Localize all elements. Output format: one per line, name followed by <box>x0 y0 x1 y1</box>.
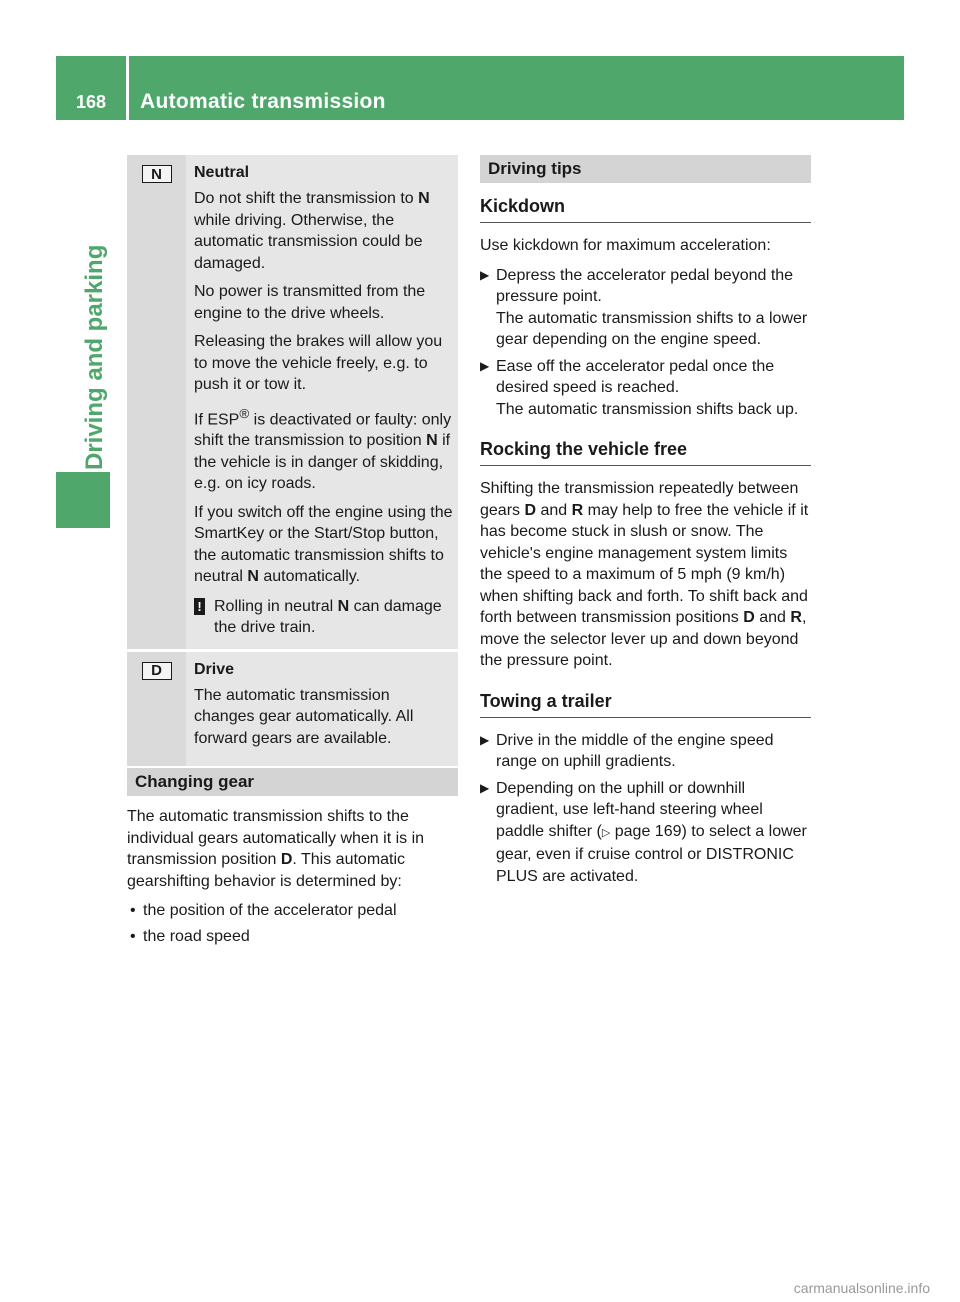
driving-tips-heading: Driving tips <box>480 155 811 183</box>
bullet-icon: • <box>130 927 136 945</box>
instruction-step: ▶ Depending on the uphill or downhill gradient, use left-hand steering wheel paddle shifter (▷ page 169) to select a lower gear, even if cruise control or DISTRONIC PLUS are activated. <box>480 778 811 888</box>
step-arrow-icon: ▶ <box>480 267 490 282</box>
list-item: • the position of the accelerator pedal <box>127 900 458 922</box>
instruction-step: ▶ Ease off the accelerator pedal once the desired speed is reached. The automatic transmission shifts back up. <box>480 356 811 421</box>
step-arrow-icon: ▶ <box>480 780 490 795</box>
section-title: Automatic transmission <box>140 90 386 113</box>
warning-icon: ! <box>194 598 205 615</box>
step-arrow-icon: ▶ <box>480 732 490 747</box>
drive-gear-icon: D <box>142 662 172 680</box>
changing-gear-paragraph: The automatic transmission shifts to the individual gears automatically when it is in transmission position D. This automatic gearshifting behavior is determined by: <box>127 808 425 890</box>
list-item: • the road speed <box>127 926 458 948</box>
driving-tips-section <box>480 155 811 892</box>
neutral-paragraph: No power is transmitted from the engine to the drive wheels. <box>194 283 426 322</box>
drive-title: Drive <box>194 660 235 678</box>
gear-row-neutral <box>127 155 458 649</box>
neutral-paragraph: Releasing the brakes will allow you to move the vehicle freely, e.g. to push it or tow it. <box>194 333 443 393</box>
neutral-gear-icon: N <box>142 165 172 183</box>
neutral-paragraph: If you switch off the engine using the SmartKey or the Start/Stop button, the automatic transmission shifts to neutral N automatically. <box>194 503 453 586</box>
header-separator <box>126 56 129 120</box>
gear-row-drive <box>127 649 458 767</box>
side-tab-block <box>56 472 110 528</box>
watermark: carmanualsonline.info <box>793 1280 930 1296</box>
page-number: 168 <box>75 92 107 112</box>
instruction-step: ▶ Drive in the middle of the engine speed range on uphill gradients. <box>480 730 811 773</box>
instruction-step: ▶ Depress the accelerator pedal beyond the pressure point. The automatic transmission shifts to a lower gear depending on the engine speed. <box>480 265 811 351</box>
page-reference-icon: ▷ <box>601 826 611 839</box>
neutral-paragraph: If ESP® is deactivated or faulty: only shift the transmission to position N if the vehicle is in danger of skidding, e.g. on icy roads. <box>194 405 452 493</box>
changing-gear-section <box>127 768 458 951</box>
side-tab-label: Driving and parking <box>81 244 108 470</box>
rocking-heading: Rocking the vehicle free <box>480 430 811 466</box>
kickdown-heading: Kickdown <box>480 187 811 223</box>
gear-table <box>127 155 458 766</box>
neutral-title: Neutral <box>194 164 250 181</box>
towing-heading: Towing a trailer <box>480 682 811 718</box>
changing-gear-heading: Changing gear <box>127 768 458 796</box>
rocking-paragraph: Shifting the transmission repeatedly between gears D and R may help to free the vehicle if it has become stuck in slush or snow. The vehicle's engine management system limits the speed to a maximum of 5 mph (9 km/h) when shifting back and forth. To shift back and forth between transmission positions D and R, move the selector lever up and down beyond the pressure point. <box>480 480 809 669</box>
neutral-paragraph: Do not shift the transmission to N while driving. Otherwise, the automatic transmission could be damaged. <box>194 190 430 272</box>
kickdown-intro: Use kickdown for maximum acceleration: <box>480 237 771 254</box>
drive-paragraph: The automatic transmission changes gear automatically. All forward gears are available. <box>194 686 414 747</box>
step-arrow-icon: ▶ <box>480 358 490 373</box>
bullet-icon: • <box>130 902 136 919</box>
neutral-warning: ! Rolling in neutral N can damage the drive train. <box>194 596 454 639</box>
